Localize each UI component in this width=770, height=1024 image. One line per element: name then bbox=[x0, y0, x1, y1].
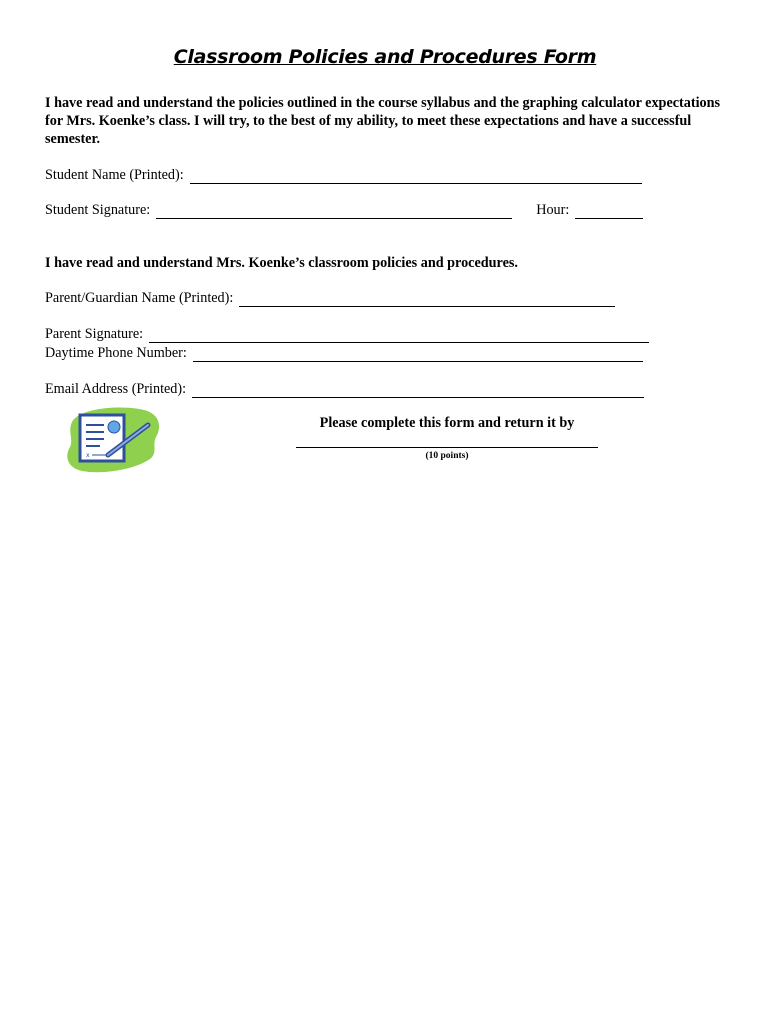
return-date-field[interactable] bbox=[296, 447, 598, 448]
svg-text:x: x bbox=[86, 452, 90, 459]
hour-field[interactable] bbox=[575, 204, 643, 219]
phone-label: Daytime Phone Number: bbox=[45, 345, 187, 361]
parent-signature-row bbox=[45, 325, 649, 343]
email-label: Email Address (Printed): bbox=[45, 381, 187, 397]
phone-row bbox=[45, 344, 643, 362]
student-name-label: Student Name (Printed): bbox=[45, 167, 184, 183]
student-name-field[interactable] bbox=[190, 169, 642, 184]
hour-label: Hour: bbox=[536, 202, 570, 218]
student-statement: I have read and understand the policies outlined in the course syllabus and the graphing calculator expectations for Mrs. Koenke’s class. I will try, to the best of my ability, to meet these expectations and have a successful semester. bbox=[45, 95, 721, 147]
parent-name-label: Parent/Guardian Name (Printed): bbox=[45, 290, 234, 306]
form-title: Classroom Policies and Procedures Form bbox=[173, 46, 597, 68]
parent-signature-label: Parent Signature: bbox=[45, 326, 144, 342]
parent-name-field[interactable] bbox=[239, 292, 615, 307]
return-instruction: Please complete this form and return it by bbox=[319, 415, 575, 431]
student-signature-label: Student Signature: bbox=[45, 202, 151, 218]
parent-statement: I have read and understand Mrs. Koenke’s classroom policies and procedures. bbox=[45, 255, 518, 271]
email-row bbox=[45, 380, 644, 398]
email-field[interactable] bbox=[192, 383, 644, 398]
student-signature-field[interactable] bbox=[156, 204, 512, 219]
points-note: (10 points) bbox=[425, 451, 469, 461]
phone-field[interactable] bbox=[193, 347, 643, 362]
student-name-row bbox=[45, 166, 642, 184]
student-signature-row bbox=[45, 201, 643, 219]
parent-name-row bbox=[45, 289, 615, 307]
document-pen-icon bbox=[64, 405, 162, 475]
parent-signature-field[interactable] bbox=[149, 328, 649, 343]
